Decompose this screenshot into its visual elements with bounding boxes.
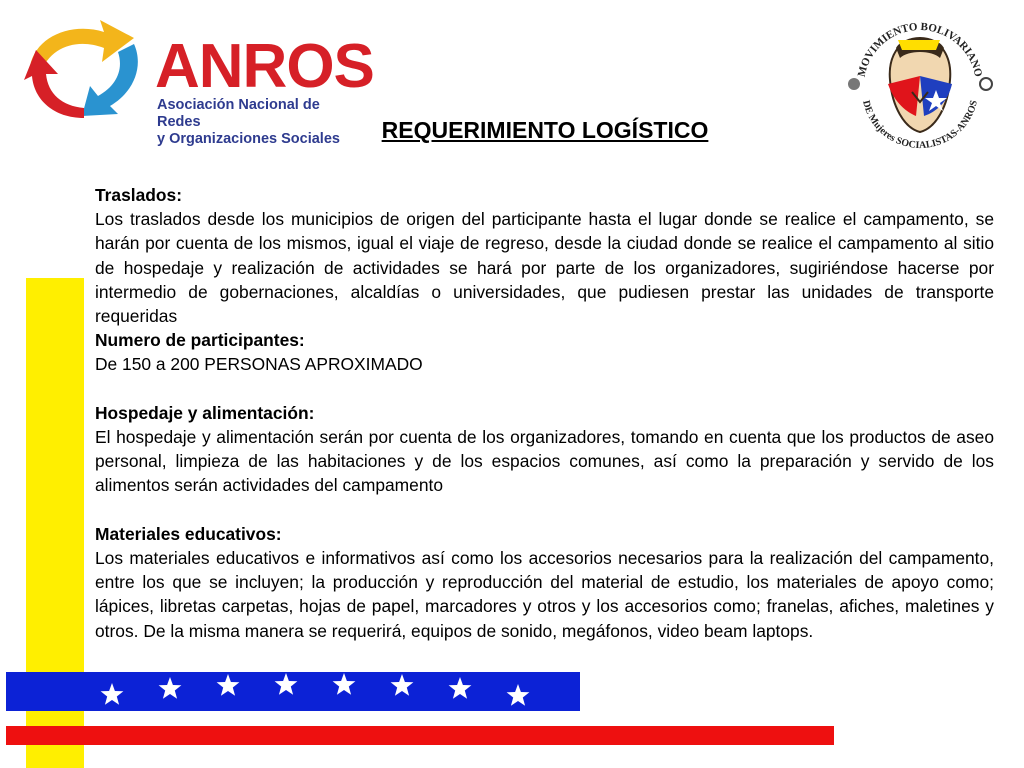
star-icon — [449, 677, 472, 699]
section-heading-materiales: Materiales educativos: — [95, 523, 282, 544]
anros-wordmark: ANROS — [155, 32, 374, 101]
page-title: REQUERIMIENTO LOGÍSTICO — [381, 117, 709, 143]
star-icon — [507, 684, 530, 706]
section-body-hospedaje: El hospedaje y alimentación serán por cuenta de los organizadores, tomando en cuenta que los productos de aseo personal, limpieza de las habitaciones y de los espacios comunes, así como la preparación y servido de los alimentos serán actividades del campamento — [95, 427, 994, 496]
anros-subtitle-line1: Asociación Nacional de Redes — [157, 97, 320, 130]
star-icon — [391, 674, 414, 696]
section-heading-hospedaje: Hospedaje y alimentación: — [95, 402, 315, 423]
anros-subtitle-line2: y Organizaciones Sociales — [157, 131, 340, 147]
section-heading-participantes: Numero de participantes: — [95, 330, 305, 351]
star-icon — [101, 683, 124, 705]
section-body-materiales: Los materiales educativos e informativos así como los accesorios necesarios para la realización del campamento, entre los que se incluyen; la producción y reproducción del material de estudio, los materiales de apoyo como; lápices, libretas carpetas, hojas de papel, marcadores y otros y los accesorios como; franelas, afiches, maletines y otros. De la misma manera se requerirá, equipos de sonido, megáfonos, video beam laptops. — [95, 548, 994, 641]
section-heading-traslados: Traslados: — [95, 185, 182, 205]
section-body-participantes: De 150 a 200 PERSONAS APROXIMADO — [95, 354, 423, 375]
svg-text:DE Mujeres SOCIALISTAS-ANROS: DE Mujeres SOCIALISTAS-ANROS — [860, 99, 980, 152]
star-icon — [333, 673, 356, 695]
star-icon — [217, 674, 240, 696]
section-body-traslados: Los traslados desde los municipios de origen del participante hasta el lugar donde se realice el campamento, se harán por cuenta de los mismos, igual el viaje de regreso, desde la ciudad donde se realice el campamento al sitio de hospedaje y realización de actividades se hará por parte de los organizadores, sugiriéndose hacerse por intermedio de gobernaciones, alcaldías o universidades, que pudiesen prestar las unidades de transporte requeridas — [95, 209, 994, 327]
star-icon — [275, 673, 298, 695]
svg-text:MOVIMIENTO BOLIVARIANO: MOVIMIENTO BOLIVARIANO — [855, 20, 985, 79]
star-icon — [159, 677, 182, 699]
